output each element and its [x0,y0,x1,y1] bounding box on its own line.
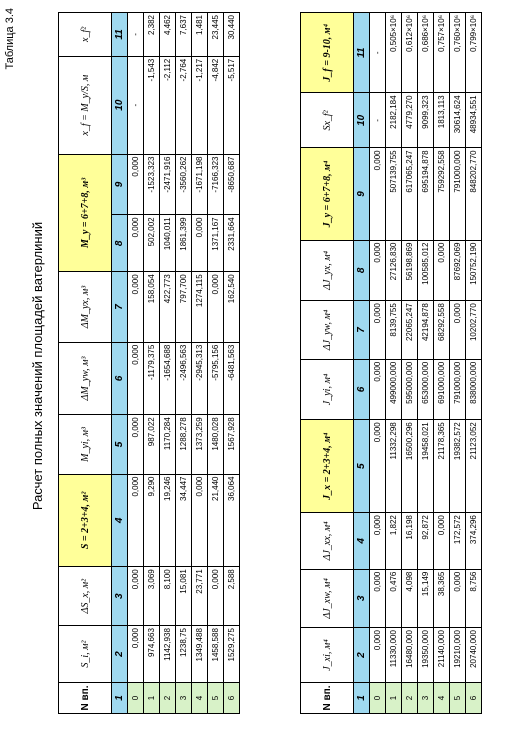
table-cell: 19210,000 [450,628,466,683]
table-row [144,13,160,714]
column-number: 5 [354,420,370,513]
header-cell: S_i, м² [59,626,112,683]
table-cell: 4,462 [160,13,176,57]
table-cell: 1274,115 [192,272,208,342]
table-cell: -1654,688 [160,342,176,415]
table-cell: 48934,551 [466,93,482,148]
table-cell: 20740,000 [466,628,482,683]
table-cell: -6481,563 [224,342,240,415]
header-cell: ΔJ_yw, м⁴ [301,301,354,359]
column-number: 4 [112,474,128,567]
table-cell: 0,000 [128,415,144,474]
header-cell: x_f² [59,13,112,57]
table-cell: 1142,938 [160,626,176,683]
column-number: 9 [354,148,370,240]
table-row [208,13,224,714]
table-cell: 0,799×10⁶ [466,13,482,93]
table-cell: 21123,052 [466,420,482,513]
column-number: 2 [112,626,128,683]
table-cell: 653000,000 [418,359,434,420]
table-cell: 1458,588 [208,626,224,683]
table-cell: 422,773 [160,272,176,342]
table-row [402,13,418,714]
table-cell: -2,112 [160,56,176,154]
table-cell: 2,382 [144,13,160,57]
table-cell: 1,822 [386,513,402,570]
table-cell: 21140,000 [434,628,450,683]
table-cell: 1238,75 [176,626,192,683]
table-cell: 0,000 [208,567,224,626]
table-cell: 2182,184 [386,93,402,148]
table-cell: 0,000 [370,148,386,240]
table-cell: 21,440 [208,474,224,567]
table-cell: 0,000 [370,240,386,301]
table-cell: 21178,365 [434,420,450,513]
table-row [160,13,176,714]
header-cell: N вп. [59,683,112,714]
header-cell: ΔM_yx, м³ [59,272,112,342]
row-number-cell: 5 [208,683,224,714]
table-cell: 499000,000 [386,359,402,420]
table-row [386,13,402,714]
table-cell: 1480,028 [208,415,224,474]
table-cell: 15,081 [176,567,192,626]
table-cell: 16480,000 [402,628,418,683]
table-cell: 502,002 [144,215,160,272]
table-cell: -7166,323 [208,154,224,215]
header-cell: J_xi, м⁴ [301,628,354,683]
column-number: 8 [354,240,370,301]
table-cell: 11330,000 [386,628,402,683]
table-cell: -1,543 [144,56,160,154]
table-row [466,13,482,714]
table-cell: 10202,770 [466,301,482,359]
column-number: 1 [354,683,370,714]
table-cell: 0,000 [434,513,450,570]
row-number-cell: 0 [370,683,386,714]
table-cell: 16500,296 [402,420,418,513]
table-body [128,13,240,714]
table-cell: 8139,755 [386,301,402,359]
table-cell: 0,000 [434,240,450,301]
table-cell: 0,760×10⁶ [450,13,466,93]
table-cell: 791000,000 [450,359,466,420]
row-number-cell: 3 [176,683,192,714]
row-number-cell: 4 [434,683,450,714]
column-number: 6 [112,342,128,415]
table-row [450,13,466,714]
row-number-cell: 4 [192,683,208,714]
table-cell: 759292,558 [434,148,450,240]
table-cell: 23,771 [192,567,208,626]
table-cell: - [370,13,386,93]
table-cell: 1170,284 [160,415,176,474]
table-cell: 19,246 [160,474,176,567]
table-waterline-areas [58,12,240,714]
table-cell: 507139,755 [386,148,402,240]
header-cell: M_y = 6+7+8, м³ [59,154,112,272]
table-cell: 0,000 [370,301,386,359]
table-cell: 695194,878 [418,148,434,240]
table-cell: 7,637 [176,13,192,57]
table-cell: 30,440 [224,13,240,57]
table-cell: -2,764 [176,56,192,154]
table-cell: 0,612×10⁶ [402,13,418,93]
row-number-cell: 2 [160,683,176,714]
header-cell: J_y = 6+7+8, м⁴ [301,148,354,240]
table-cell: 0,000 [128,215,144,272]
table-cell: 1371,167 [208,215,224,272]
table-cell: 34,447 [176,474,192,567]
table-number: Таблица 3.4 [4,8,16,70]
table-cell: 0,686×10⁶ [418,13,434,93]
table-cell: 38,365 [434,569,450,627]
table-row [370,13,386,714]
table-cell: -2496,563 [176,342,192,415]
table-cell: 1529,275 [224,626,240,683]
table-cell: 56198,869 [402,240,418,301]
table-cell: 158,054 [144,272,160,342]
table-cell: 150752,190 [466,240,482,301]
table-cell: 0,000 [450,301,466,359]
table-cell: -5,517 [224,56,240,154]
table-row [224,13,240,714]
table-cell: 1349,488 [192,626,208,683]
table-cell: 0,000 [128,474,144,567]
table-cell: 0,000 [128,626,144,683]
column-number-row [354,13,370,714]
column-number: 7 [354,301,370,359]
header-cell: M_yi, м³ [59,415,112,474]
table-cell: 791000,000 [450,148,466,240]
table-cell: -1523,323 [144,154,160,215]
table-cell: -5795,156 [208,342,224,415]
table-cell: 1040,011 [160,215,176,272]
header-cell: S = 2+3+4, м² [59,474,112,567]
column-number: 11 [354,13,370,93]
table-cell: 0,000 [192,474,208,567]
column-number: 3 [354,569,370,627]
table-cell: 19382,572 [450,420,466,513]
table-cell: 0,000 [128,567,144,626]
table-cell: 162,540 [224,272,240,342]
table-cell: 0,000 [192,215,208,272]
column-number: 6 [354,359,370,420]
table-cell: - [370,93,386,148]
row-number-cell: 6 [224,683,240,714]
column-number: 1 [112,683,128,714]
header-cell: x_f = M_y/S, м [59,56,112,154]
table-cell: 9099,323 [418,93,434,148]
row-number-cell: 1 [386,683,402,714]
row-number-cell: 6 [466,683,482,714]
table-cell: 23,445 [208,13,224,57]
header-cell: ΔM_yw, м³ [59,342,112,415]
row-number-cell: 3 [418,683,434,714]
header-row [301,13,354,714]
column-number: 8 [112,215,128,272]
column-number: 10 [354,93,370,148]
table-cell: 36,064 [224,474,240,567]
table-cell: -1671,198 [192,154,208,215]
table-cell: 0,000 [128,154,144,215]
table-cell: 1813,113 [434,93,450,148]
column-number: 7 [112,272,128,342]
table-cell: 1288,278 [176,415,192,474]
table-cell: 0,505×10⁶ [386,13,402,93]
row-number-cell: 5 [450,683,466,714]
header-cell: J_x = 2+3+4, м⁴ [301,420,354,513]
table-cell: 22065,247 [402,301,418,359]
table-cell: 987,022 [144,415,160,474]
table-cell: -3560,262 [176,154,192,215]
table-cell: 27126,830 [386,240,402,301]
row-number-cell: 1 [144,683,160,714]
column-number: 10 [112,56,128,154]
table-cell: 848202,770 [466,148,482,240]
table-cell: 0,000 [370,359,386,420]
header-cell: Sx_f² [301,93,354,148]
header-cell: N вп. [301,683,354,714]
table-cell: -1,217 [192,56,208,154]
table-cell: 2331,664 [224,215,240,272]
table-cell: 0,000 [370,628,386,683]
table-cell: 374,296 [466,513,482,570]
row-number-cell: 0 [128,683,144,714]
table-cell: -2945,313 [192,342,208,415]
table-cell: 691000,000 [434,359,450,420]
header-cell: J_f = 9-10, м⁴ [301,13,354,93]
table-cell: - [128,56,144,154]
table-cell: 15,149 [418,569,434,627]
table-cell: 617065,247 [402,148,418,240]
table-cell: 0,000 [370,569,386,627]
table-cell: 4779,270 [402,93,418,148]
table-cell: 11332,298 [386,420,402,513]
table-cell: 0,000 [128,272,144,342]
table-cell: 42194,878 [418,301,434,359]
table-body [370,13,482,714]
table-cell: 30614,624 [450,93,466,148]
table-cell: 797,700 [176,272,192,342]
table-row [176,13,192,714]
table-cell: 68292,558 [434,301,450,359]
table-cell: 92,872 [418,513,434,570]
table-cell: 100585,012 [418,240,434,301]
row-number-cell: 2 [402,683,418,714]
table-cell: 0,000 [370,513,386,570]
table-cell: 19350,000 [418,628,434,683]
column-number: 11 [112,13,128,57]
table-cell: -4,842 [208,56,224,154]
table-cell: 8,100 [160,567,176,626]
table-cell: -1179,375 [144,342,160,415]
table-row [128,13,144,714]
column-number: 3 [112,567,128,626]
column-number: 9 [112,154,128,215]
table-cell: 4,098 [402,569,418,627]
header-cell: ΔJ_yx, м⁴ [301,240,354,301]
table-cell: - [128,13,144,57]
header-cell: ΔJ_xx, м⁴ [301,513,354,570]
column-number: 4 [354,513,370,570]
table-cell: -8650,687 [224,154,240,215]
table-row [192,13,208,714]
table-cell: 172,572 [450,513,466,570]
table-cell: 0,000 [208,272,224,342]
column-number-row [112,13,128,714]
table-row [434,13,450,714]
table-row [418,13,434,714]
header-cell: J_yi, м⁴ [301,359,354,420]
table-cell: 0,000 [370,420,386,513]
table-cell: 0,757×10⁶ [434,13,450,93]
table-cell: 0,000 [450,569,466,627]
table-cell: 0,000 [128,342,144,415]
table-cell: 838000,000 [466,359,482,420]
table-cell: 974,663 [144,626,160,683]
table-cell: 9,290 [144,474,160,567]
table-cell: 595000,000 [402,359,418,420]
table-cell: 87692,069 [450,240,466,301]
table-cell: 3,069 [144,567,160,626]
table-cell: 1,481 [192,13,208,57]
table-cell: 16,198 [402,513,418,570]
header-cell: ΔS_x, м² [59,567,112,626]
table-cell: 0,476 [386,569,402,627]
header-cell: ΔJ_xw, м⁴ [301,569,354,627]
table-waterline-inertia [300,12,482,714]
table-cell: -2471,916 [160,154,176,215]
table-cell: 8,756 [466,569,482,627]
column-number: 5 [112,415,128,474]
table-cell: 2,588 [224,567,240,626]
header-row [59,13,112,714]
table-cell: 1861,399 [176,215,192,272]
table-cell: 1567,928 [224,415,240,474]
table-cell: 19458,021 [418,420,434,513]
column-number: 2 [354,628,370,683]
table-title: Расчет полных значений площадей ватерлиний [30,221,45,511]
table-cell: 1373,259 [192,415,208,474]
